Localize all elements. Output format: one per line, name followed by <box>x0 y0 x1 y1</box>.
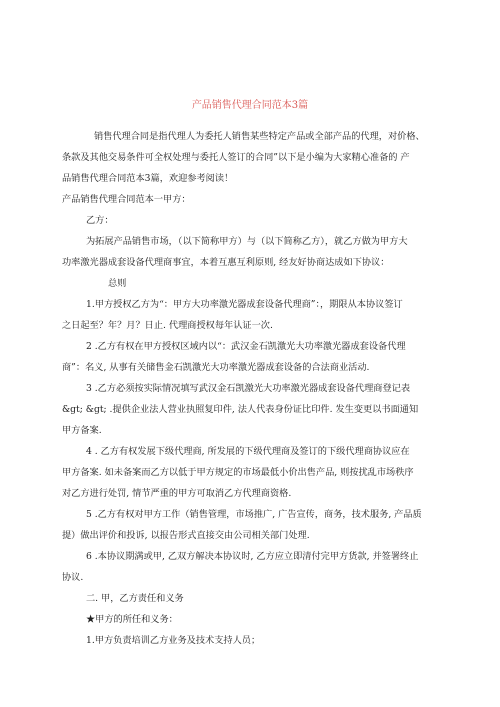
section-heading: 二. 甲，乙方责任和义务 <box>86 593 184 604</box>
paragraph-line: 1.甲方负责培训乙方业务及技术支持人员； <box>86 635 261 646</box>
paragraph-line: 条款及其他交易条件可全权处理与委托人签订的合同”以下是小编为大家精心准备的 产 <box>62 152 410 163</box>
paragraph-line: 之日起至？年？月？日止. 代理商授权每年认证一次. <box>62 320 273 331</box>
paragraph-line: 乙方： <box>86 215 114 226</box>
paragraph-line: 4 . 乙方有权发展下级代理商, 所发展的下级代理商及签订的下级代理商协议应在 <box>86 446 410 457</box>
paragraph-line: 产品销售代理合同范本一甲方： <box>62 194 191 205</box>
paragraph-line: 甲方备案. 如未备案而乙方以低于甲方规定的市场最低小价出售产品, 则按扰乱市场秩序 <box>62 467 414 478</box>
document-title: 产品销售代理合同范本3篇 <box>191 100 309 111</box>
paragraph-line: &gt; &gt; .提供企业法人营业执照复印件, 法人代表身份证比印件. 发生变更以书面通知 <box>62 404 419 415</box>
paragraph-line: 3 .乙方必须按实际情况填写武汉金石凯激光大功率激光器成套设备代理商登记表 <box>86 383 411 394</box>
paragraph-line: 提）做出评价和投诉, 以报告形式直接交由公司相关部门处理. <box>62 530 310 541</box>
paragraph-line: 1.甲方授权乙方为“：甲方大功率激光器成套设备代理商”：，期限从本协议签订 <box>86 299 403 310</box>
section-heading: 总则 <box>108 278 127 289</box>
paragraph-line: ★甲方的所任和义务： <box>86 614 178 625</box>
paragraph-line: 甲方备案. <box>62 425 102 436</box>
paragraph-line: 品销售代理合同范本3篇，欢迎参考阅读！ <box>62 173 234 184</box>
paragraph-line: 功率激光器成套设备代理商事宜，本着互惠互利原则, 经友好协商达成如下协议： <box>62 257 390 268</box>
paragraph-line: 协议. <box>62 572 84 583</box>
paragraph-line: 2 .乙方有权在甲方授权区域内以“：武汉金石凯激光大功率激光器成套设备代理 <box>86 341 406 352</box>
paragraph-line: 6 .本协议期满或甲, 乙双方解决本协议时, 乙方应立即清付完甲方货款, 并签署终止 <box>86 551 419 562</box>
paragraph-line: 为拓展产品销售市场，（以下简称甲方）与（以下简称乙方），就乙方做为甲方大 <box>86 236 408 247</box>
paragraph-line: 商”：名义, 从事有关储售金石凯激光大功率激光器成套设备的合法商业活动. <box>62 362 370 373</box>
paragraph-line: 销售代理合同是指代理人为委托人销售某些特定产品或全部产品的代理，对价格、 <box>94 131 425 142</box>
paragraph-line: 5 .乙方有权对甲方工作（销售管理，市场推广, 广告宣传，商务，技术服务, 产品质 <box>86 509 422 520</box>
paragraph-line: 对乙方进行处罚, 情节严重的甲方可取消乙方代理商资格. <box>62 488 292 499</box>
